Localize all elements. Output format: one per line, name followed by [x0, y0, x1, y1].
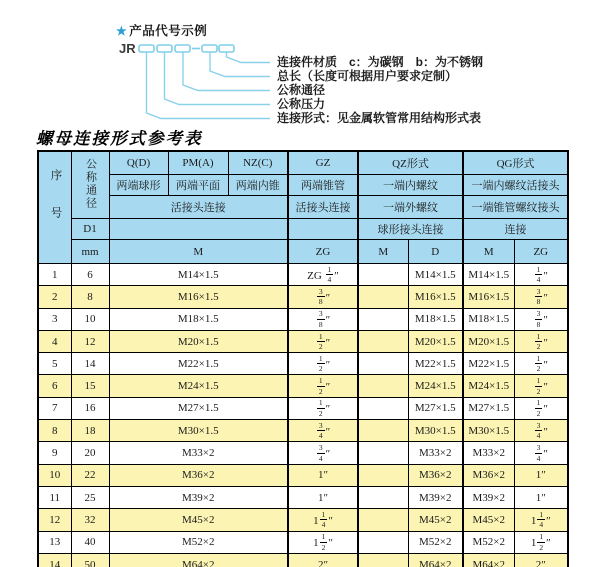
cell-zg: 1 $\frac{1}{2}$ ″ — [288, 531, 358, 553]
header-thread-m: M — [109, 240, 288, 264]
cell-qz-d: M27×1.5 — [408, 397, 463, 419]
code-box-2 — [157, 45, 172, 52]
connector-total-length — [210, 52, 270, 77]
code-box-3 — [175, 45, 190, 52]
cell-qg-zg: $\frac{3}{8}$ ″ — [514, 308, 568, 330]
cell-zg: ZG $\frac{1}{4}$ ″ — [288, 264, 358, 286]
cell-seq: 5 — [38, 353, 71, 375]
cell-qg-zg: $\frac{3}{4}$ ″ — [514, 420, 568, 442]
cell-qg-zg: 1″ — [514, 486, 568, 508]
cell-qz-d: M64×2 — [408, 553, 463, 567]
cell-qz-d: M39×2 — [408, 486, 463, 508]
cell-zg: 1″ — [288, 486, 358, 508]
cell-qz-d: M36×2 — [408, 464, 463, 486]
header-ends-inner-cone: 两端内锥 — [228, 175, 288, 196]
header-qg-zg: ZG — [514, 240, 568, 264]
cell-qz-m — [358, 486, 408, 508]
header-spherical-joint-connection: 球形接头连接 — [358, 219, 463, 240]
cell-qg-m: M64×2 — [463, 553, 514, 567]
connector-nominal-pressure — [165, 52, 271, 105]
cell-thread-m: M16×1.5 — [109, 286, 288, 308]
cell-seq: 1 — [38, 264, 71, 286]
cell-qg-m: M22×1.5 — [463, 353, 514, 375]
cell-thread-m: M24×1.5 — [109, 375, 288, 397]
table-row — [38, 509, 568, 531]
cell-dn-mm: 8 — [71, 286, 109, 308]
cell-dn-mm: 25 — [71, 486, 109, 508]
table-row — [38, 553, 568, 567]
cell-dn-mm: 10 — [71, 308, 109, 330]
cell-thread-m: M14×1.5 — [109, 264, 288, 286]
table-row — [38, 442, 568, 464]
cell-qg-zg: 2″ — [514, 553, 568, 567]
cell-seq: 13 — [38, 531, 71, 553]
cell-seq: 6 — [38, 375, 71, 397]
cell-thread-m: M27×1.5 — [109, 397, 288, 419]
cell-zg: $\frac{1}{2}$ ″ — [288, 353, 358, 375]
cell-qz-d: M20×1.5 — [408, 330, 463, 352]
cell-thread-m: M36×2 — [109, 464, 288, 486]
header-thread-zg: ZG — [288, 240, 358, 264]
table-row — [38, 464, 568, 486]
cell-qz-m — [358, 509, 408, 531]
cell-qz-m — [358, 420, 408, 442]
cell-qg-m: M30×1.5 — [463, 420, 514, 442]
star-icon: ★ — [116, 24, 128, 38]
cell-qg-zg: $\frac{1}{2}$ ″ — [514, 397, 568, 419]
header-one-end-internal-thread-union: 一端内螺纹活接头 — [463, 175, 568, 196]
header-group-qd: Q(D) — [109, 151, 168, 175]
header-taper-pipe-thread-joint: 一端锥管螺纹接头 — [463, 196, 568, 219]
cell-qz-d: M24×1.5 — [408, 375, 463, 397]
header-serial: 序号 — [38, 151, 71, 264]
cell-qz-m — [358, 531, 408, 553]
code-box-4 — [202, 45, 217, 52]
cell-dn-mm: 40 — [71, 531, 109, 553]
header-blank-2 — [288, 219, 358, 240]
code-box-5 — [219, 45, 234, 52]
header-connection: 连接 — [463, 219, 568, 240]
cell-qz-m — [358, 308, 408, 330]
cell-dn-mm: 16 — [71, 397, 109, 419]
cell-dn-mm: 15 — [71, 375, 109, 397]
cell-qz-d: M22×1.5 — [408, 353, 463, 375]
cell-qg-m: M24×1.5 — [463, 375, 514, 397]
table-row — [38, 486, 568, 508]
label-connection-form: 连接形式：见金属软管常用结构形式表 — [277, 111, 482, 125]
cell-qz-m — [358, 286, 408, 308]
cell-qg-zg: 1 $\frac{1}{2}$ ″ — [514, 531, 568, 553]
table-row — [38, 531, 568, 553]
header-union-connection-1: 活接头连接 — [109, 196, 288, 219]
cell-qg-zg: $\frac{3}{8}$ ″ — [514, 286, 568, 308]
cell-seq: 14 — [38, 553, 71, 567]
nut-connection-reference-table — [37, 150, 569, 567]
cell-qz-m — [358, 442, 408, 464]
cell-qg-m: M33×2 — [463, 442, 514, 464]
cell-seq: 11 — [38, 486, 71, 508]
cell-dn-mm: 20 — [71, 442, 109, 464]
cell-thread-m: M39×2 — [109, 486, 288, 508]
table-row — [38, 397, 568, 419]
cell-zg: 1 $\frac{1}{4}$ ″ — [288, 509, 358, 531]
cell-qz-d: M33×2 — [408, 442, 463, 464]
table-row — [38, 308, 568, 330]
code-box-1 — [139, 45, 154, 52]
cell-qg-m: M27×1.5 — [463, 397, 514, 419]
cell-seq: 12 — [38, 509, 71, 531]
cell-qz-m — [358, 375, 408, 397]
cell-qg-m: M52×2 — [463, 531, 514, 553]
connector-nominal-diameter — [183, 52, 270, 91]
connector-material — [227, 52, 271, 63]
header-mm: mm — [71, 240, 109, 264]
cell-dn-mm: 6 — [71, 264, 109, 286]
cell-qg-zg: $\frac{1}{2}$ ″ — [514, 353, 568, 375]
label-material: 连接件材质 c：为碳钢 b：为不锈钢 — [277, 55, 484, 69]
product-code-example-text: 产品代号示例 — [129, 24, 208, 38]
header-one-end-external-thread: 一端外螺纹 — [358, 196, 463, 219]
header-d1: D1 — [71, 219, 109, 240]
cell-dn-mm: 50 — [71, 553, 109, 567]
header-ends-flat: 两端平面 — [168, 175, 228, 196]
cell-qg-zg: 1 $\frac{1}{4}$ ″ — [514, 509, 568, 531]
header-union-connection-2: 活接头连接 — [288, 196, 358, 219]
cell-qg-zg: $\frac{1}{4}$ ″ — [514, 264, 568, 286]
cell-qz-d: M16×1.5 — [408, 286, 463, 308]
table-title: 螺母连接形式参考表 — [36, 129, 203, 148]
cell-zg: 2″ — [288, 553, 358, 567]
cell-seq: 9 — [38, 442, 71, 464]
cell-seq: 8 — [38, 420, 71, 442]
table-row — [38, 375, 568, 397]
table-row — [38, 286, 568, 308]
header-group-qg: QG形式 — [463, 151, 568, 175]
cell-zg: $\frac{3}{4}$ ″ — [288, 420, 358, 442]
cell-qz-m — [358, 553, 408, 567]
cell-dn-mm: 18 — [71, 420, 109, 442]
cell-seq: 3 — [38, 308, 71, 330]
header-qg-m: M — [463, 240, 514, 264]
header-one-end-internal-thread: 一端内螺纹 — [358, 175, 463, 196]
cell-qz-m — [358, 330, 408, 352]
table-row — [38, 420, 568, 442]
header-nominal-diameter: 公称通径 — [71, 151, 109, 219]
cell-qg-m: M20×1.5 — [463, 330, 514, 352]
cell-thread-m: M18×1.5 — [109, 308, 288, 330]
label-nominal-pressure: 公称压力 — [277, 97, 326, 111]
cell-qg-m: M36×2 — [463, 464, 514, 486]
table-row — [38, 353, 568, 375]
cell-thread-m: M52×2 — [109, 531, 288, 553]
cell-qg-m: M39×2 — [463, 486, 514, 508]
cell-qg-m: M45×2 — [463, 509, 514, 531]
cell-qz-m — [358, 353, 408, 375]
cell-zg: $\frac{3}{4}$ ″ — [288, 442, 358, 464]
cell-zg: $\frac{3}{8}$ ″ — [288, 308, 358, 330]
table-row — [38, 264, 568, 286]
cell-dn-mm: 32 — [71, 509, 109, 531]
cell-qz-m — [358, 464, 408, 486]
header-group-pma: PM(A) — [168, 151, 228, 175]
header-blank-1 — [109, 219, 288, 240]
table-body — [38, 264, 568, 567]
cell-qg-zg: $\frac{1}{2}$ ″ — [514, 330, 568, 352]
cell-dn-mm: 22 — [71, 464, 109, 486]
cell-dn-mm: 12 — [71, 330, 109, 352]
cell-qg-m: M14×1.5 — [463, 264, 514, 286]
cell-qz-d: M14×1.5 — [408, 264, 463, 286]
cell-thread-m: M45×2 — [109, 509, 288, 531]
cell-qz-d: M52×2 — [408, 531, 463, 553]
cell-qz-d: M30×1.5 — [408, 420, 463, 442]
header-qz-d: D — [408, 240, 463, 264]
cell-thread-m: M20×1.5 — [109, 330, 288, 352]
cell-qg-zg: $\frac{3}{4}$ ″ — [514, 442, 568, 464]
label-nominal-diameter: 公称通径 — [277, 83, 326, 97]
product-code-prefix: JR — [119, 41, 136, 56]
cell-seq: 7 — [38, 397, 71, 419]
cell-zg: 1″ — [288, 464, 358, 486]
cell-qz-d: M18×1.5 — [408, 308, 463, 330]
cell-thread-m: M33×2 — [109, 442, 288, 464]
header-group-gz: GZ — [288, 151, 358, 175]
cell-thread-m: M22×1.5 — [109, 353, 288, 375]
header-ends-taper-pipe: 两端锥管 — [288, 175, 358, 196]
header-group-nzc: NZ(C) — [228, 151, 288, 175]
header-group-qz: QZ形式 — [358, 151, 463, 175]
header-ends-spherical: 两端球形 — [109, 175, 168, 196]
cell-zg: $\frac{1}{2}$ ″ — [288, 375, 358, 397]
cell-qg-zg: 1″ — [514, 464, 568, 486]
cell-thread-m: M30×1.5 — [109, 420, 288, 442]
cell-qg-m: M16×1.5 — [463, 286, 514, 308]
cell-thread-m: M64×2 — [109, 553, 288, 567]
cell-qz-d: M45×2 — [408, 509, 463, 531]
cell-zg: $\frac{3}{8}$ ″ — [288, 286, 358, 308]
cell-qg-m: M18×1.5 — [463, 308, 514, 330]
cell-qz-m — [358, 264, 408, 286]
header-qz-m: M — [358, 240, 408, 264]
cell-qz-m — [358, 397, 408, 419]
cell-seq: 2 — [38, 286, 71, 308]
cell-zg: $\frac{1}{2}$ ″ — [288, 330, 358, 352]
cell-seq: 4 — [38, 330, 71, 352]
cell-dn-mm: 14 — [71, 353, 109, 375]
cell-seq: 10 — [38, 464, 71, 486]
label-total-length: 总长（长度可根据用户要求定制） — [277, 69, 458, 83]
cell-qg-zg: $\frac{1}{2}$ ″ — [514, 375, 568, 397]
table-row — [38, 330, 568, 352]
cell-zg: $\frac{1}{2}$ ″ — [288, 397, 358, 419]
